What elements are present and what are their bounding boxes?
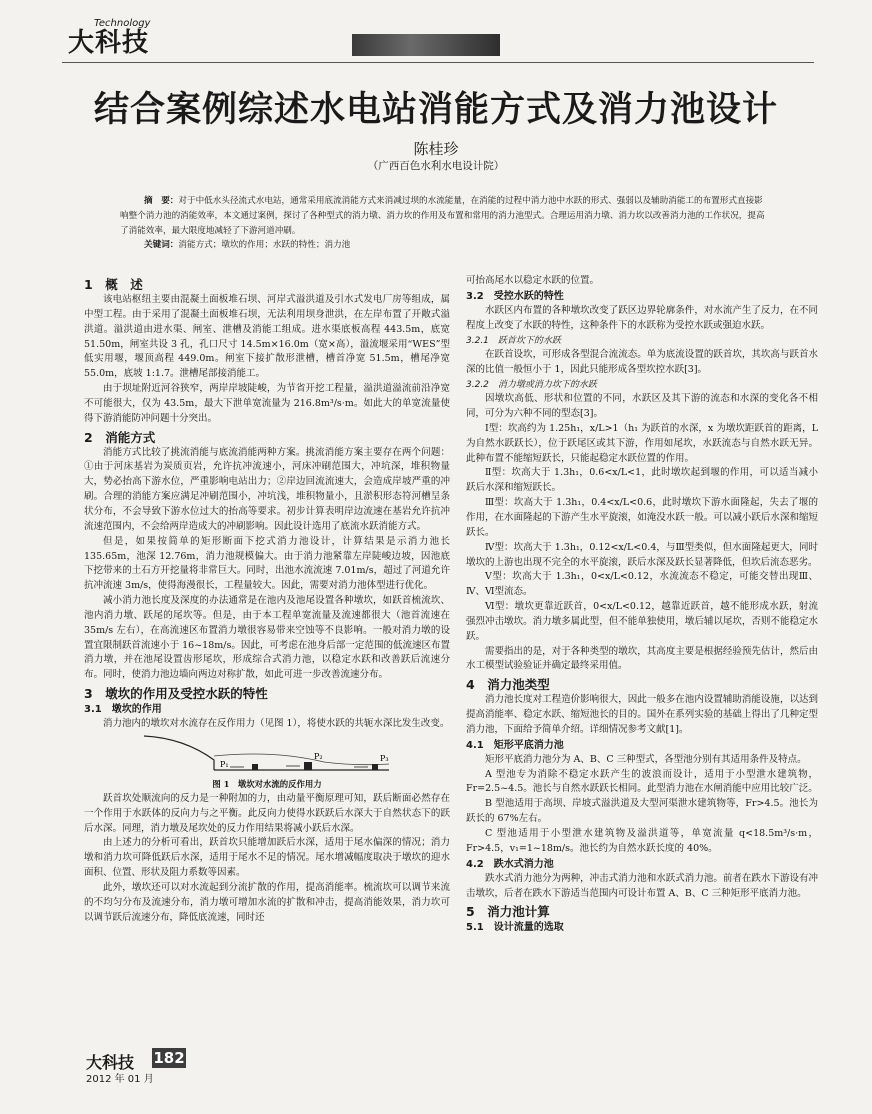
- force-label-p1: P₁: [220, 759, 229, 769]
- paragraph: 在跃首设坎，可形成各型混合流流态。单为底流设置的跃首坎，其坎高与跃首水深的比值一般恒小于 1，因此只能形成各型坎控水跃[3]。: [466, 349, 818, 375]
- abstract-text: 对于中低水头径流式水电站，通常采用底流消能方式来消减过坝的水流能量，在消能的过程中消力池中水跃的形式、强弱以及辅助消能工的布置形式直接影响整个消力池的消能效率，本文通过案例，探讨了各种型式的消力墩、消力坎的作用及布置和常用的消力池型式。合理运用消力墩、消力坎以改善消力池的工作状况，提高了消能效率，最大限度地减轻了下游河道冲刷。: [120, 196, 765, 236]
- subsubsection-heading-3-2-2: 3.2.2 消力墩或消力坎下的水跃: [466, 379, 597, 390]
- abstract-paragraph: [120, 194, 770, 238]
- abstract-label: 摘 要：: [144, 196, 179, 206]
- header-band: [352, 34, 500, 56]
- type-paragraph: Ⅲ型：坎高大于 1.3h₁，0.4<x/L<0.6，此时墩坎下游水面隆起，失去了堰的作用，在水面隆起的下游产生水平旋滚，如淹没水跃一般。可以减小跃后水深和缩短跃长。: [466, 497, 818, 538]
- keywords-paragraph: [120, 238, 770, 253]
- paragraph: 减小消力池长度及深度的办法通常是在池内及池尾设置各种墩坎，如跃首梳流坎、池内消力墩、跃尾的尾坎等。但是，由于本工程单宽流量及流速都很大（池首流速在 35m/s 左右），在高流速区布置消力墩很容易带来空蚀等不良影响。一般对消力墩的设置宜限制跃首流速小于 16~18m/s。因此，可考虑在池身后部一定范围的低流速区布置消力墩，并在池尾设置齿形尾坎，形成综合式消力池，以稳定水跃和改善跃后流速分布。同时，使消力池边墙向两边对称扩散，如此可进一步改善流速分布。: [84, 595, 450, 681]
- issue-date: 2012 年 01 月: [86, 1074, 154, 1085]
- force-label-p3: P₃: [380, 753, 389, 763]
- paragraph: 可抬高尾水以稳定水跃的位置。: [466, 275, 600, 286]
- paragraph: C 型池适用于小型泄水建筑物及溢洪道等，单宽流量 q<18.5m³/s·m，Fr>4.5，v₁=1~18m/s。池长约为自然水跃长度的 40%。: [466, 828, 818, 854]
- section-heading-2: 2 消能方式: [84, 429, 156, 445]
- journal-logo: [68, 18, 150, 57]
- paragraph: 但是，如果按简单的矩形断面下挖式消力池设计，计算结果是示消力池长 135.65m，池深 12.76m，消力池规模偏大。由于消力池紧靠左岸陡峻边坡，因池底下挖带来的土石方开挖量将非常巨大。同时，出池水流流速 7.01m/s，超过了河道允许抗冲流速 3m/s，使得海漫很长，工程量较大。因此，需要对消力池体型进行优化。: [84, 535, 450, 592]
- left-column: [84, 274, 450, 926]
- paragraph: B 型池适用于高坝、岸坡式溢洪道及大型河渠泄水建筑物等，Fr>4.5。池长为跃长的 67%左右。: [466, 798, 818, 825]
- force-label-p2: P₂: [314, 751, 323, 761]
- subsubsection-heading-3-2-1: 3.2.1 跃首坎下的水跃: [466, 335, 561, 346]
- end-sill: [372, 764, 378, 770]
- baffle-block: [304, 762, 312, 770]
- paragraph: 矩形平底消力池分为 A、B、C 三种型式，各型池分别有其适用条件及特点。: [485, 753, 807, 765]
- figure-1-caption: 图 1 墩坎对水流的反作用力: [212, 778, 322, 789]
- subsection-heading-3-2: 3.2 受控水跃的特性: [466, 290, 564, 302]
- author: 陈桂珍: [413, 140, 459, 158]
- figure-1-diagram: [144, 734, 394, 778]
- paragraph: 跃首坎处顺流向的反力是一种附加的力，由动量平衡原理可知，跃后断面必然存在一个作用于水跃体的反向力与之平衡。此反向力使得水跃跃后水深大于自然状态下的跃后水深。同理，消力墩及尾坎处的反力作用结果将减小跃后水深。: [84, 792, 450, 834]
- type-paragraph: Ⅱ型：坎高大于 1.3h₁，0.6<x/L<1，此时墩坎起到堰的作用，可以适当减小跃后水深和缩短跃长。: [466, 467, 818, 494]
- keywords-label: 关键词：: [144, 240, 179, 251]
- section-heading-4: 4 消力池类型: [466, 677, 550, 693]
- logo-title: 大科技: [68, 28, 150, 58]
- paragraph: A 型池专为消除不稳定水跃产生的波浪而设计，适用于小型泄水建筑物，Fr=2.5~4.5。池长与自然水跃跃长相同。此型消力池在水闸消能中应用比较广泛。: [466, 768, 818, 795]
- article-title: 结合案例综述水电站消能方式及消力池设计: [93, 90, 778, 130]
- section-heading-1: 1 概 述: [84, 277, 143, 292]
- chute-block: [252, 764, 258, 770]
- paragraph: 需要指出的是，对于各种类型的墩坎，其高度主要是根据经验预先估计，然后由水工模型试验验证并确定最终采用值。: [466, 645, 818, 672]
- subsection-heading-5-1: 5.1 设计流量的选取: [466, 922, 564, 934]
- spillway-profile: [144, 736, 214, 770]
- subsection-heading-3-1: 3.1 墩坎的作用: [84, 704, 162, 716]
- affiliation: （广西百色水利水电设计院）: [367, 160, 505, 172]
- paragraph: 跌水式消力池分为两种，冲击式消力池和水跃式消力池。前者在跌水下游设有冲击墩坎，后者在跌水下游适当范围内可设计布置 A、B、C 三种矩形平底消力池。: [466, 872, 818, 899]
- header-rule: [62, 62, 814, 63]
- logo-subtitle: Technology: [94, 18, 151, 29]
- subsection-heading-4-1: 4.1 矩形平底消力池: [466, 739, 564, 751]
- footer-brand: 大科技: [86, 1053, 135, 1072]
- keywords-text: 消能方式；墩坎的作用；水跃的特性；消力池: [178, 240, 351, 251]
- water-surface: [214, 751, 389, 765]
- abstract: [120, 194, 770, 253]
- figure-1: [84, 734, 450, 778]
- paragraph: 因墩坎高低、形状和位置的不同，水跃区及其下游的流态和水深的变化各不相同，可分为六种不同的型态[3]。: [466, 393, 818, 420]
- paragraph: 消力池内的墩坎对水流存在反作用力（见图 1），将使水跃的共轭水深比发生改变。: [103, 718, 450, 730]
- paragraph: 消能方式比较了挑流消能与底流消能两种方案。挑流消能方案主要存在两个问题：①由于河床基岩为炭质页岩，允许抗冲流速小，河床冲刷范围大，冲坑深，堆积物量大，势必抬高下游水位，严重影响电站出力；②岸边回流流速大，会造成岸坡严重的冲刷。合理的消能方案应满足冲刷范围小，冲坑浅，堆积物量小，且淤积形态符河槽呈条状分布，不会导致下游水位过大的抬高等要求。初步计算表明岸边流速在基岩允许抗冲流速范围内，不会给两岸造成大的冲刷影响。因此设计选用了底流水跃消能方式。: [84, 446, 450, 532]
- type-paragraph: Ⅴ型：坎高大于 1.3h₁，0<x/L<0.12，水流流态不稳定，可能交替出现Ⅲ、Ⅳ、Ⅵ型流态。: [466, 571, 818, 598]
- type-paragraph: Ⅳ型：坎高大于 1.3h₁，0.12<x/L<0.4，与Ⅲ型类似，但水面隆起更大，同时墩坎的上游也出现不完全的水平旋滚，跃后水深及跃长显著降低，但坎后流态恶劣。: [466, 541, 818, 568]
- type-paragraph: Ⅵ型：墩坎更靠近跃首，0<x/L<0.12，越靠近跃首，越不能形成水跃，射流强烈冲击墩坎。消力墩多属此型，但不能单独使用，墩后辅以尾坎，否则不能稳定水跃。: [466, 601, 818, 642]
- section-heading-5: 5 消力池计算: [466, 904, 550, 920]
- right-column: [466, 274, 818, 935]
- paragraph: 消力池长度对工程造价影响很大，因此一般多在池内设置辅助消能设施，以达到提高消能率、稳定水跃、缩短池长的目的。国外在系列实验的基础上得出了几种定型消力池，下面给予简单介绍。详细情况参考文献[1]。: [466, 694, 818, 735]
- paragraph: 水跃区内布置的各种墩坎改变了跃区边界轮廓条件，对水流产生了反力，在不同程度上改变了水跃的特性，这种条件下的水跃称为受控水跃或强迫水跃。: [466, 304, 818, 331]
- type-paragraph: Ⅰ型：坎高约为 1.25h₁，x/L>1（h₁ 为跃首的水深，x 为墩坎距跃首的距离，L 为自然水跃跃长），位于跃尾区或其下游，作用如尾坎，水跃流态与自然水跃无异。此种布置不能缩短跃长，只能起稳定水跃位置的作用。: [466, 422, 818, 464]
- paragraph: 该电站枢纽主要由混凝土面板堆石坝、河岸式溢洪道及引水式发电厂房等组成，属中型工程。由于采用了混凝土面板堆石坝，无法利用坝身泄洪，在左岸布置了开敞式溢洪道。溢洪道由进水渠、闸室、泄槽及消能工组成。进水渠底板高程 443.5m，底宽 51.50m，闸室共设 3 孔，孔口尺寸 14.5m×16.0m（宽×高），溢流堰采用“WES”型低实用堰，堰顶高程 449.0m。闸室下接扩散形泄槽，槽首净宽 51.5m，槽尾净宽 55.0m，底坡 1:1.7。泄槽尾部接消能工。: [84, 294, 450, 380]
- subsection-heading-4-2: 4.2 跌水式消力池: [466, 858, 554, 870]
- paragraph: 由上述力的分析可看出，跃首坎只能增加跃后水深，适用于尾水偏深的情况；消力墩和消力坎可降低跃后水深，适用于尾水不足的情况。尾水增减幅度取决于墩坎的迎水面积、位置、形状及阻力系数等因素。: [84, 837, 450, 879]
- paragraph: 由于坝址附近河谷狭窄，两岸岸坡陡峻，为节省开挖工程量，溢洪道溢流前沿净宽不可能很大，仅为 43.5m，最大下泄单宽流量为 216.8m³/s·m。如此大的单宽流量使得下游消能防冲问题十分突出。: [84, 383, 450, 424]
- section-heading-3: 3 墩坎的作用及受控水跃的特性: [84, 686, 268, 702]
- page-number: 182: [153, 1049, 185, 1067]
- paragraph: 此外，墩坎还可以对水流起到分流扩散的作用，提高消能率。梳流坎可以调节来流的不均匀分布及流速分布，消力墩可增加水流的扩散和冲击，提高消能效果，消力坎可以调节跃后流速分布，降低底流速，同时还: [84, 882, 450, 923]
